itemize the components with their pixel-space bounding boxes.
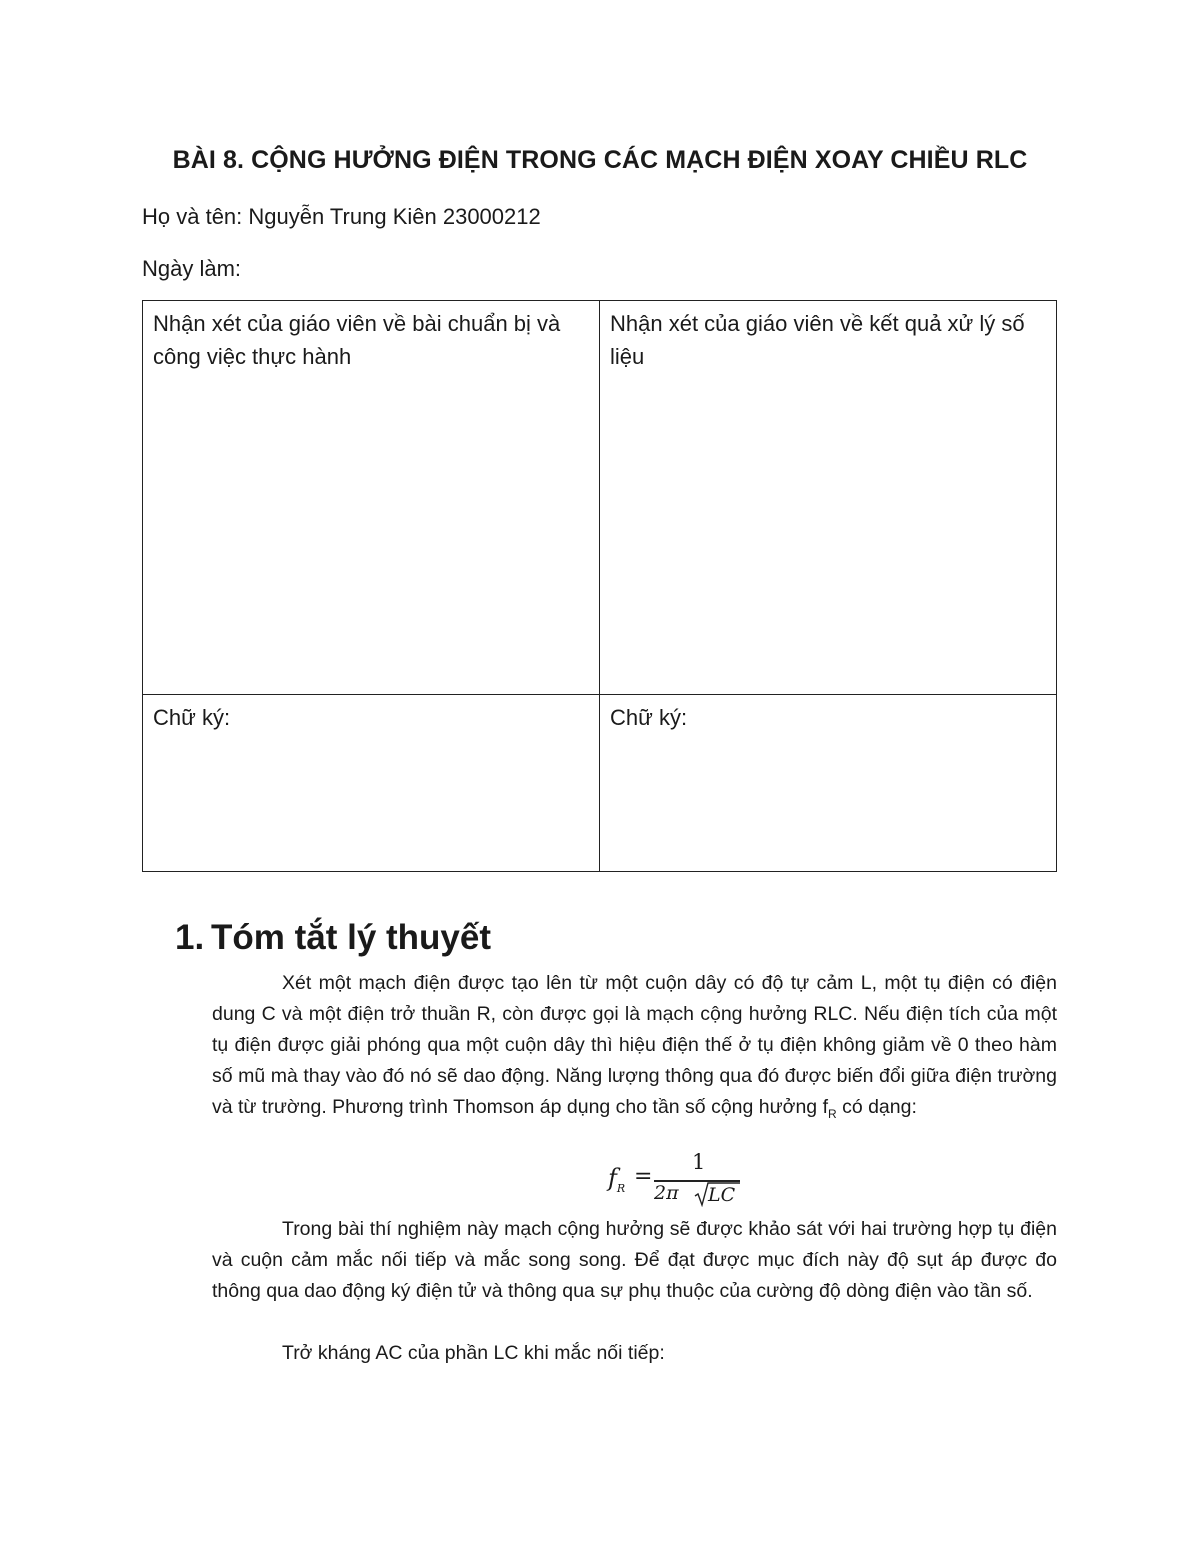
student-name-line: Họ và tên: Nguyễn Trung Kiên 23000212 [142, 204, 541, 229]
section-title: Tóm tắt lý thuyết [211, 918, 492, 957]
paragraph-text: Xét một mạch điện được tạo lên từ một cuộn dây có độ tự cảm L, một tụ điện có điện dung C và một điện trở thuần R, còn được gọi là mạch cộng hưởng RLC. Nếu điện tích của một tụ điện được giải phóng qua một cuộn dây thì hiệu điện thế ở tụ điện không giảm về 0 theo hàm số mũ mà thay vào đó nó sẽ dao động. Năng lượng thông qua đó được biến đổi giữa điện trường và từ trường. Phương trình Thomson áp dụng cho tần số cộng hưởng f [212, 972, 1057, 1118]
page-title: BÀI 8. CỘNG HƯỞNG ĐIỆN TRONG CÁC MẠCH ĐIỆN XOAY CHIỀU RLC [172, 146, 1028, 174]
paragraph-text: Trở kháng AC của phần LC khi mắc nối tiếp: [282, 1342, 665, 1364]
thomson-formula [608, 1150, 748, 1210]
teacher-comment-preparation-cell: Nhận xét của giáo viên về bài chuẩn bị và công việc thực hành [143, 301, 600, 695]
formula-equals: = [634, 1164, 653, 1189]
paragraph-text-end: có dạng: [836, 1096, 917, 1118]
signature-cell-left: Chữ ký: [143, 695, 600, 872]
theory-paragraph-2 [212, 1214, 1057, 1307]
teacher-comment-results-cell: Nhận xét của giáo viên về kết quả xử lý số liệu [600, 301, 1057, 695]
subscript-text: R [827, 1106, 837, 1121]
paragraph-text: Trong bài thí nghiệm này mạch cộng hưởng sẽ được khảo sát với hai trường hợp tụ điện và cuộn cảm mắc nối tiếp và mắc song song. Để đạt được mục đích này độ sụt áp được đo thông qua dao động ký điện tử và thông qua sự phụ thuộc của cường độ dòng điện vào tần số. [212, 1218, 1057, 1302]
teacher-evaluation-table [142, 300, 1057, 872]
formula-radicand: LC [708, 1184, 736, 1206]
table-row [143, 695, 1057, 872]
formula-numerator: 1 [692, 1150, 706, 1174]
theory-paragraph-3 [212, 1338, 1057, 1369]
date-line: Ngày làm: [142, 256, 242, 281]
theory-paragraph-1 [212, 968, 1057, 1130]
formula-denominator: 2π [654, 1182, 679, 1204]
section-heading [175, 918, 491, 958]
section-number: 1. [175, 918, 205, 957]
table-row [143, 301, 1057, 695]
signature-cell-right: Chữ ký: [600, 695, 1057, 872]
formula-lhs: $f_R$ [608, 1164, 626, 1195]
